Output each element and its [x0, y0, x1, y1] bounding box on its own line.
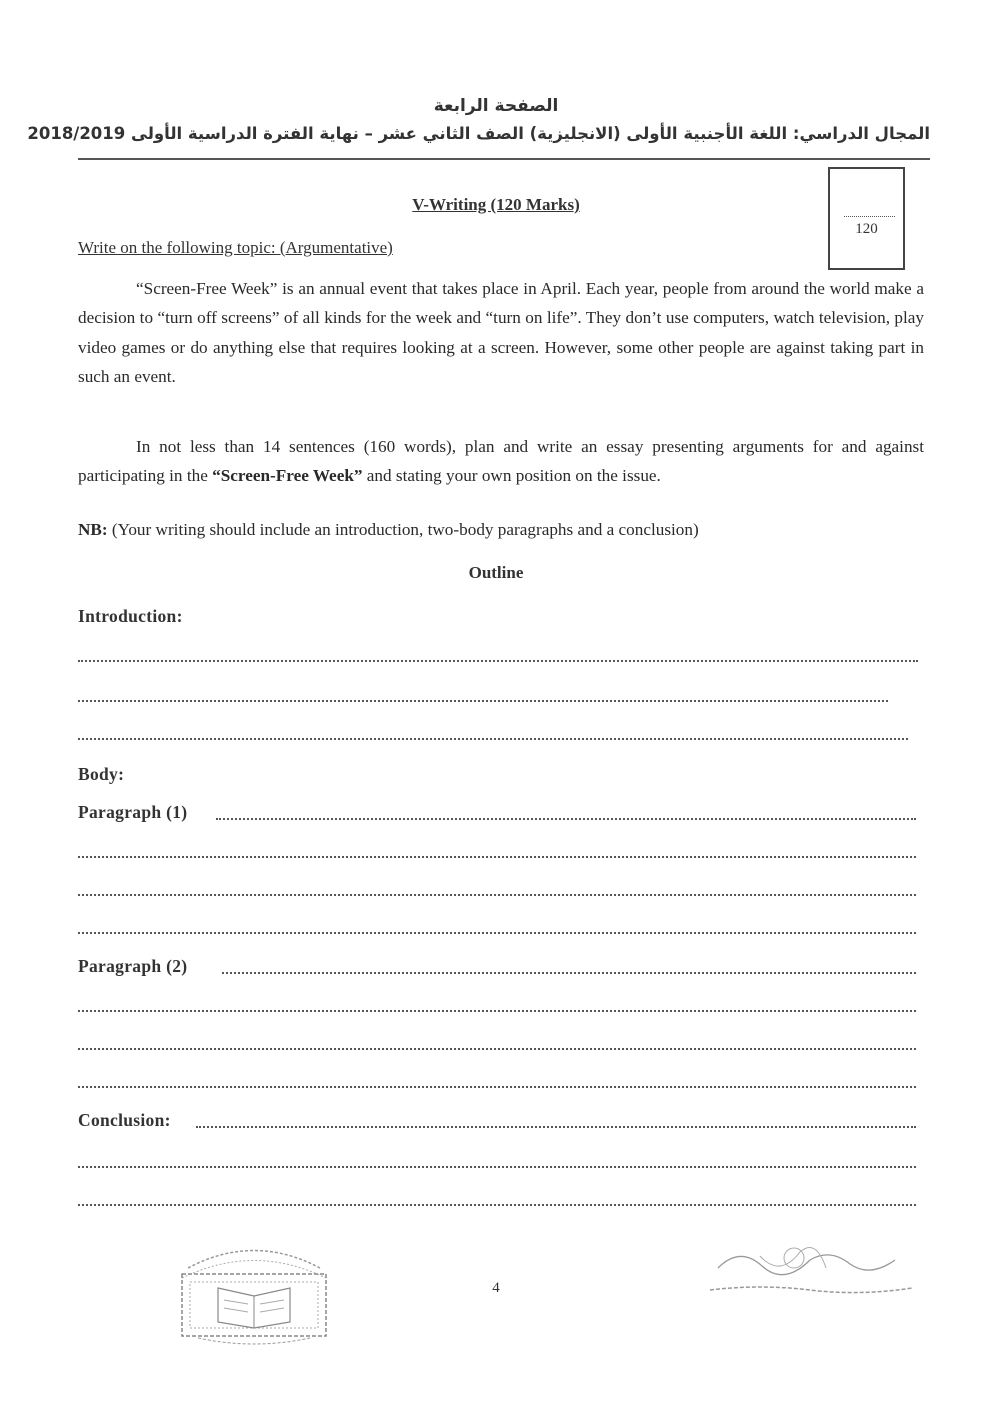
marks-box-total: 120 [855, 221, 878, 237]
conclusion-line-1[interactable] [78, 1166, 916, 1168]
introduction-line-1[interactable] [78, 660, 918, 662]
conclusion-heading: Conclusion: [78, 1110, 171, 1130]
page-label-arabic: الصفحة الرابعة [433, 96, 559, 116]
nb-label: NB: [78, 520, 108, 539]
prompt-paragraph-1 [78, 274, 924, 391]
nb-note [78, 520, 699, 540]
paragraph-1-line-2[interactable] [78, 894, 916, 896]
prompt-paragraph-1-text: “Screen-Free Week” is an annual event that takes place in April. Each year, people from around the world make a decision to “turn off screens” of all kinds for the week and “turn on life”. They don’t use computers, watch television, play video games or do anything else that requires looking at a screen. However, some other people are against taking part in such an event. [78, 279, 924, 386]
prompt-p2-part1: In not less than 14 sentences (160 words), plan and write an essay presenting arguments for and against participating in the [78, 437, 924, 486]
prompt-paragraph-2 [78, 432, 924, 491]
introduction-line-2[interactable] [78, 700, 888, 702]
paragraph-1-line-0[interactable] [216, 818, 916, 820]
paragraph-2-line-1[interactable] [78, 1010, 916, 1012]
paragraph-1-heading: Paragraph (1) [78, 802, 188, 822]
section-title: V-Writing (120 Marks) [412, 195, 580, 214]
paragraph-1-line-1[interactable] [78, 856, 916, 858]
paragraph-2-line-0[interactable] [222, 972, 916, 974]
conclusion-line-0[interactable] [196, 1126, 916, 1128]
topic-instruction: Write on the following topic: (Argumentative) [78, 238, 393, 257]
conclusion-line-2[interactable] [78, 1204, 916, 1206]
paragraph-1-line-3[interactable] [78, 932, 916, 934]
paragraph-2-heading: Paragraph (2) [78, 956, 188, 976]
header-divider [78, 158, 930, 160]
prompt-p2-bold: “Screen-Free Week” [212, 466, 363, 486]
ministry-stamp-icon [168, 1238, 340, 1350]
marks-box [828, 167, 905, 270]
exam-header: المجال الدراسي: اللغة الأجنبية الأولى (الانجليزية) الصف الثاني عشر – نهاية الفترة الدراسية الأولى 2018/2019 [27, 124, 930, 143]
introduction-heading: Introduction: [78, 606, 183, 626]
introduction-line-3[interactable] [78, 738, 908, 740]
marks-box-score-line [844, 216, 895, 217]
paragraph-2-line-2[interactable] [78, 1048, 916, 1050]
prompt-p2-part2: and stating your own position on the issue. [362, 466, 661, 486]
signature-icon [700, 1238, 920, 1306]
nb-text: (Your writing should include an introduction, two-body paragraphs and a conclusion) [107, 520, 699, 539]
body-heading: Body: [78, 764, 125, 784]
paragraph-2-line-3[interactable] [78, 1086, 916, 1088]
page-number: 4 [492, 1280, 500, 1296]
outline-title: Outline [468, 563, 524, 582]
